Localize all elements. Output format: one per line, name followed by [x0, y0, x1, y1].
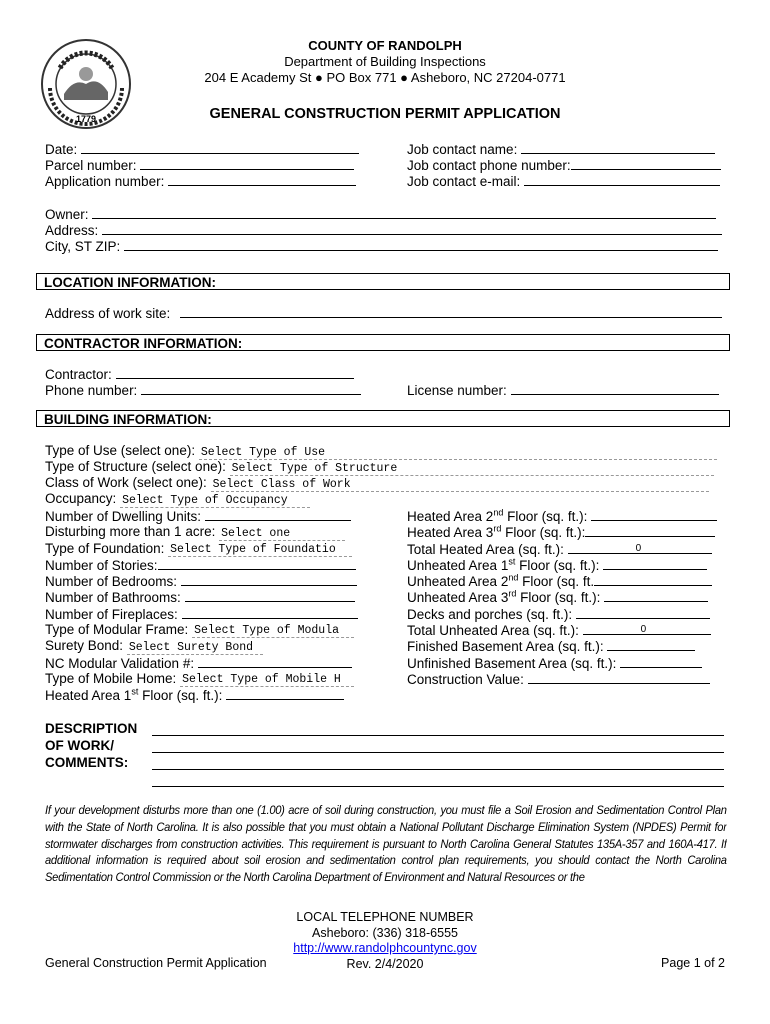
total-unheated-label: Total Unheated Area (sq. ft.):	[407, 623, 579, 638]
department-name: Department of Building Inspections	[284, 54, 486, 69]
total-unheated-row[interactable]	[407, 622, 711, 639]
foundation-label: Type of Foundation:	[45, 541, 165, 556]
owner-label: Owner:	[45, 207, 89, 222]
bathrooms-label: Number of Bathrooms:	[45, 590, 181, 605]
nc-modular-row[interactable]	[45, 655, 352, 672]
page-number: Page 1 of 2	[661, 956, 725, 970]
unheated-3-row[interactable]	[407, 589, 708, 606]
heated-1-label-b: Floor (sq. ft.):	[138, 688, 223, 703]
construction-value-label: Construction Value:	[407, 672, 524, 687]
heated-3-label-b: Floor (sq. ft.):	[501, 525, 586, 540]
stories-label: Number of Stories:	[45, 558, 158, 573]
city-row[interactable]	[45, 238, 718, 255]
contractor-row[interactable]	[45, 366, 354, 383]
parcel-row[interactable]	[45, 157, 354, 174]
class-of-work-row	[45, 475, 709, 492]
mobile-home-label: Type of Mobile Home:	[45, 671, 177, 686]
unheated-2-label-b: Floor (sq. ft.	[518, 574, 595, 589]
heated-2-sup: nd	[493, 507, 504, 518]
foundation-row	[45, 541, 352, 557]
heated-3-label: Heated Area 3	[407, 525, 494, 540]
building-heading: BUILDING INFORMATION:	[36, 410, 730, 427]
contractor-heading: CONTRACTOR INFORMATION:	[36, 334, 730, 351]
work-site-row[interactable]	[45, 305, 722, 322]
unheated-1-label: Unheated Area 1	[407, 558, 509, 573]
type-of-use-row	[45, 443, 717, 460]
total-unheated-value: 0	[640, 624, 647, 635]
location-heading: LOCATION INFORMATION:	[36, 273, 730, 290]
surety-bond-row	[45, 638, 263, 655]
job-phone-label: Job contact phone number:	[407, 158, 571, 173]
disturbing-select[interactable]: Select one	[219, 527, 345, 541]
county-website-link[interactable]: http://www.randolphcountync.gov	[293, 941, 477, 955]
unheated-2-label: Unheated Area 2	[407, 574, 509, 589]
modular-frame-label: Type of Modular Frame:	[45, 622, 189, 637]
unheated-3-label: Unheated Area 3	[407, 590, 509, 605]
contractor-phone-row[interactable]	[45, 382, 361, 399]
type-of-use-label: Type of Use (select one):	[45, 443, 196, 458]
address-row[interactable]	[45, 222, 722, 239]
total-heated-label: Total Heated Area (sq. ft.):	[407, 542, 564, 557]
disturbing-row	[45, 524, 345, 541]
class-of-work-select[interactable]: Select Class of Work	[211, 478, 709, 492]
type-of-structure-select[interactable]: Select Type of Structure	[230, 462, 714, 476]
owner-row[interactable]	[45, 206, 716, 223]
form-title: GENERAL CONSTRUCTION PERMIT APPLICATION	[209, 106, 561, 122]
fireplaces-label: Number of Fireplaces:	[45, 607, 178, 622]
surety-bond-select[interactable]: Select Surety Bond	[127, 641, 263, 655]
job-contact-row[interactable]	[407, 141, 715, 158]
heated-2-label-b: Floor (sq. ft.):	[503, 509, 588, 524]
heated-1-row[interactable]	[45, 687, 344, 704]
heated-1-label: Heated Area 1	[45, 688, 132, 703]
job-email-label: Job contact e-mail:	[407, 174, 521, 189]
type-of-structure-label: Type of Structure (select one):	[45, 459, 226, 474]
svg-text:1779: 1779	[75, 114, 97, 124]
phone-heading: LOCAL TELEPHONE NUMBER	[296, 910, 474, 924]
total-heated-value: 0	[635, 543, 642, 554]
job-email-row[interactable]	[407, 173, 720, 190]
finished-basement-row[interactable]	[407, 638, 695, 655]
application-row[interactable]	[45, 173, 356, 190]
description-line-3: COMMENTS:	[45, 755, 129, 770]
erosion-notice: If your development disturbs more than one (1.00) acre of soil during construction, you must file a Soil Erosion and Sedimentation Control Plan with the State of North Carolina. It is also possible that you must obtain a National Pollutant Discharge Elimination System (NPDES) Permit for stormwater discharges from construction activities. This requirement is pursuant to North Carolina General Statutes 135A-357 and 160A-417. If additional information is required about soil erosion and sedimentation control plan requirements, you should contact the North Carolina Sedimentation Control Commission or the North Carolina Department of Environment and Natural Resources or the	[45, 803, 727, 885]
finished-basement-label: Finished Basement Area (sq. ft.):	[407, 639, 604, 654]
unheated-1-label-b: Floor (sq. ft.):	[515, 558, 600, 573]
foundation-select[interactable]: Select Type of Foundatio	[168, 543, 352, 557]
phone-number: Asheboro: (336) 318-6555	[312, 925, 458, 940]
heated-3-row[interactable]	[407, 524, 715, 541]
occupancy-select[interactable]: Select Type of Occupancy	[120, 494, 310, 508]
unfinished-basement-row[interactable]	[407, 655, 702, 672]
mobile-home-row	[45, 671, 354, 687]
description-lines[interactable]	[152, 721, 724, 787]
fireplaces-row[interactable]	[45, 606, 358, 623]
description-line-1: DESCRIPTION	[45, 721, 138, 736]
type-of-use-select[interactable]: Select Type of Use	[199, 446, 717, 460]
decks-label: Decks and porches (sq. ft.):	[407, 607, 573, 622]
department-address: 204 E Academy St ● PO Box 771 ● Asheboro, NC 27204-0771	[204, 70, 566, 85]
dwelling-units-label: Number of Dwelling Units:	[45, 509, 202, 524]
contractor-label: Contractor:	[45, 367, 112, 382]
class-of-work-label: Class of Work (select one):	[45, 475, 207, 490]
date-label: Date:	[45, 142, 78, 157]
unheated-2-row[interactable]	[407, 573, 712, 590]
disturbing-label: Disturbing more than 1 acre:	[45, 524, 216, 539]
license-row[interactable]	[407, 382, 719, 399]
heated-2-row[interactable]	[407, 508, 717, 525]
mobile-home-select[interactable]: Select Type of Mobile H	[180, 673, 354, 687]
construction-value-row[interactable]	[407, 671, 710, 688]
description-line-2: OF WORK/	[45, 738, 114, 753]
total-heated-row[interactable]	[407, 541, 712, 558]
revision-date: Rev. 2/4/2020	[346, 956, 424, 971]
contractor-phone-label: Phone number:	[45, 383, 138, 398]
license-label: License number:	[407, 383, 507, 398]
description-label	[45, 720, 137, 771]
decks-row[interactable]	[407, 606, 710, 623]
city-label: City, ST ZIP:	[45, 239, 121, 254]
unheated-1-sup: st	[508, 556, 516, 567]
job-phone-row[interactable]	[407, 157, 721, 174]
application-label: Application number:	[45, 174, 165, 189]
modular-frame-select[interactable]: Select Type of Modula	[192, 624, 354, 638]
modular-frame-row	[45, 622, 354, 638]
type-of-structure-row	[45, 459, 714, 476]
bathrooms-row[interactable]	[45, 589, 355, 606]
unheated-3-sup: rd	[508, 588, 517, 599]
occupancy-row	[45, 491, 310, 508]
footer-form-name: General Construction Permit Application	[45, 956, 267, 970]
bedrooms-label: Number of Bedrooms:	[45, 574, 178, 589]
heated-3-sup: rd	[493, 523, 502, 534]
job-contact-label: Job contact name:	[407, 142, 518, 157]
unfinished-basement-label: Unfinished Basement Area (sq. ft.):	[407, 656, 617, 671]
unheated-2-sup: nd	[508, 572, 519, 583]
dwelling-units-row[interactable]	[45, 508, 351, 525]
date-row[interactable]	[45, 141, 359, 158]
nc-modular-label: NC Modular Validation #:	[45, 656, 195, 671]
unheated-3-label-b: Floor (sq. ft.):	[516, 590, 601, 605]
stories-row[interactable]	[45, 557, 356, 574]
parcel-label: Parcel number:	[45, 158, 137, 173]
surety-bond-label: Surety Bond:	[45, 638, 124, 653]
address-label: Address:	[45, 223, 99, 238]
occupancy-label: Occupancy:	[45, 491, 117, 506]
work-site-label: Address of work site:	[45, 306, 171, 321]
bedrooms-row[interactable]	[45, 573, 357, 590]
heated-1-sup: st	[131, 686, 139, 697]
unheated-1-row[interactable]	[407, 557, 707, 574]
heated-2-label: Heated Area 2	[407, 509, 494, 524]
county-name: COUNTY OF RANDOLPH	[308, 38, 462, 53]
